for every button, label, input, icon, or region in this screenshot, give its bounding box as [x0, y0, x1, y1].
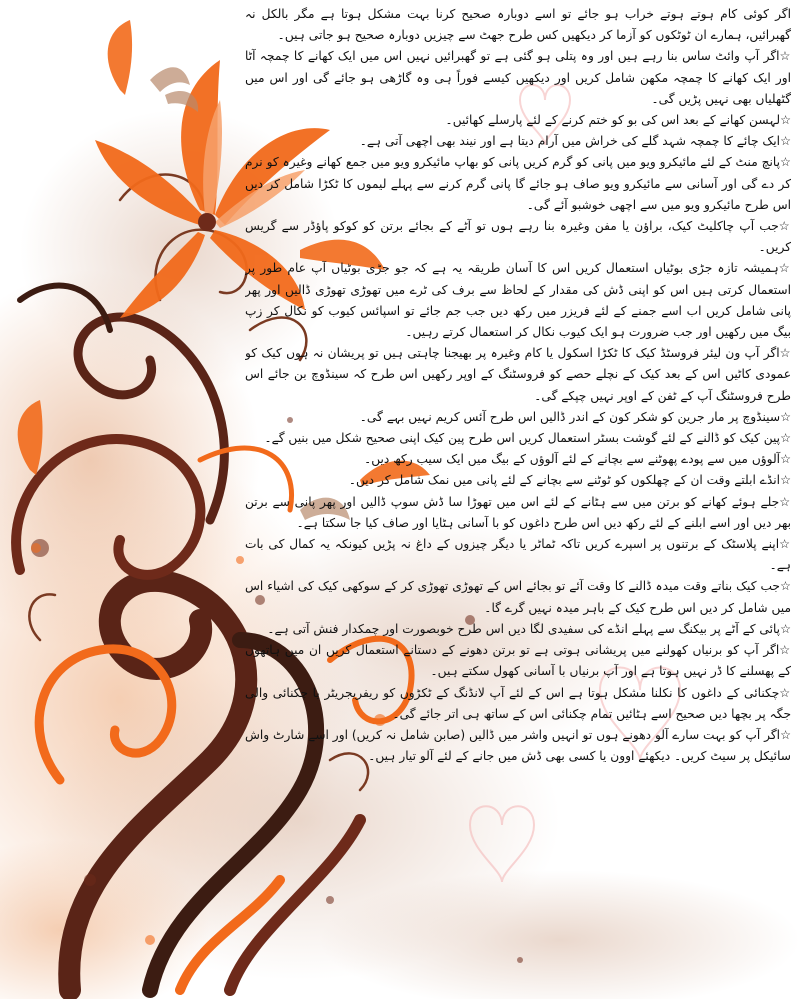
tip-plastic-containers: ☆ اپنے پلاسٹک کے برتنوں پر اسپرے کریں تاکہ ٹماٹر یا دیگر چیزوں کے داغ نہ پڑیں کیونکہ یہ کمال کی بات ہے۔	[245, 534, 791, 576]
tip-pancake-baster: ☆ پین کیک کو ڈالنے کے لئے گوشت بسٹر استعمال کریں اس طرح پین کیک اپنی صحیح شکل میں بنیں گے۔	[245, 428, 791, 449]
tip-white-sauce: ☆ اگر آپ وائٹ ساس بنا رہے ہیں اور وہ پتلی ہو گئی ہے تو گھبرائیں نہیں اس میں ایک کھانے کا چمچہ آٹا اور ایک کھانے کا چمچہ مکھن شامل کریں اور دیکھیں کیسے فوراً ہی وہ گاڑھی ہو جائے گی اور اس میں گٹھلیاں بھی نہیں پڑیں گی۔	[245, 46, 791, 110]
tip-cake-flour: ☆ جب کیک بناتے وقت میدہ ڈالنے کا وقت آئے تو بجائے اس کے تھوڑی تھوڑی کر کے سوکھی کیک کی اشیاء اس میں شامل کر دیں اس طرح کیک کے باہر میدہ نہیں گرے گا۔	[245, 576, 791, 618]
tip-fresh-herbs: ☆ ہمیشہ تازہ جڑی بوٹیاں استعمال کریں اس کا آسان طریقہ یہ ہے کہ جو جڑی بوٹیاں آپ عام طور پر استعمال کرتی ہیں اس کو اپنی ڈش کی مقدار کے لحاظ سے برف کی ٹرے میں تھوڑی تھوڑی ڈالیں اور پھر پانی شامل کریں اب اسے جمنے کے لئے فریزر میں رکھ دیں جب جم جائے تو اسپائس کیوب کو نکال کر زپ بیگ میں رکھیں اور جب ضرورت ہو ایک کیوب نکال کر استعمال کرتے رہیں۔	[245, 258, 791, 343]
article-text	[245, 4, 791, 994]
tip-grease-stains: ☆ چکنائی کے داغوں کا نکلنا مشکل ہوتا ہے اس کے لئے آپ لانڈنگ کے ٹکڑوں کو ریفریجریٹر یا چکنائی والی جگہ پر بچھا دیں صحیح اسے ہٹائیں تمام چکنائی اس کے ساتھ ہی اتر جائے گی۔	[245, 683, 791, 725]
tip-potato-apple: ☆ آلوؤں میں سے پودے پھوٹنے سے بچانے کے لئے آلوؤں کے بیگ میں ایک سیب رکھ دیں۔	[245, 449, 791, 470]
tip-opening-jars: ☆ اگر آپ کو برنیاں کھولنے میں پریشانی ہوتی ہے تو برتن دھونے کے دستانے استعمال کریں ان میں ہاتھوں کے پھسلنے کا ڈر نہیں ہوتا ہے اور آپ برنیاں با آسانی کھول سکتے ہیں۔	[245, 640, 791, 682]
tip-frosted-cake: ☆ اگر آپ ون لیئر فروسٹڈ کیک کا ٹکڑا اسکول یا کام وغیرہ پر بھیجنا چاہتی ہیں تو پریشان نہ ہوں کیک کو عمودی کاٹیں اس کے بعد کیک کے نچلے حصے کو فروسٹنگ کے اوپر رکھیں اس طرح کہ سینڈوچ بن جائے اس طرح فروسٹنگ آپ کے ٹفن کے اوپر نہیں چپکے گی۔	[245, 343, 791, 407]
tip-cocoa-greasing: ☆ جب آپ چاکلیٹ کیک، براؤن یا مفن وغیرہ بنا رہے ہوں تو آٹے کے بجائے برتن کو کوکو پاؤڈر سے گریس کریں۔	[245, 216, 791, 258]
tip-honey-throat: ☆ ایک چائے کا چمچہ شہد گلے کی خراش میں آرام دیتا ہے اور نیند بھی اچھی آتی ہے۔	[245, 131, 791, 152]
tip-burnt-food: ☆ جلے ہوئے کھانے کو برتن میں سے ہٹانے کے لئے اس میں تھوڑا سا ڈش سوپ ڈالیں اور پھر پانی سے برتن بھر دیں اور اسے ابلنے کے لئے رکھ دیں اس طرح داغوں کو با آسانی ہٹایا اور صاف کیا جا سکتا ہے۔	[245, 492, 791, 534]
tip-washing-potatoes: ☆ اگر آپ کو بہت سارے آلو دھونے ہوں تو انہیں واشر میں ڈالیں (صابن شامل نہ کریں) اور اسے شارٹ واش سائیکل پر سیٹ کریں۔ دیکھئے اوون یا کسی بھی ڈش میں جانے کے لئے آلو تیار ہیں۔	[245, 725, 791, 767]
tip-pie-egg-white: ☆ پائی کے آٹے پر بیکنگ سے پہلے انڈے کی سفیدی لگا دیں اس طرح خوبصورت اور چمکدار فنش آتی ہے۔	[245, 619, 791, 640]
tip-cone-margarine: ☆ سینڈوچ پر مار جرین کو شکر کون کے اندر ڈالیں اس طرح آئس کریم نہیں بہے گی۔	[245, 407, 791, 428]
tip-boiling-eggs: ☆ انڈے ابلتے وقت ان کے چھلکوں کو ٹوٹنے سے بچانے کے لئے پانی میں نمک شامل کر دیں۔	[245, 470, 791, 491]
tip-microwave-cleaning: ☆ پانچ منٹ کے لئے مائیکرو ویو میں پانی کو گرم کریں پانی کو بھاپ مائیکرو ویو میں جمع کھانے وغیرہ کو نرم کر دے گی اور آسانی سے مائیکرو ویو صاف ہو جائے گا پانی گرم کرنے سے پہلے لیموں کا ٹکڑا شامل کر دیں اس طرح مائیکرو ویو میں سے اچھی خوشبو آئے گی۔	[245, 152, 791, 216]
article-intro: اگر کوئی کام ہوتے ہوتے خراب ہو جائے تو اسے دوبارہ صحیح کرنا بہت مشکل ہوتا ہے مگر بالکل نہ گھبرائیں، ہمارے ان ٹوٹکوں کو آزما کر دیکھیں کس طرح جھٹ سے چیزیں دوبارہ صحیح ہو جاتی ہیں۔	[245, 7, 791, 43]
tip-garlic-smell: ☆ لہسن کھانے کے بعد اس کی بو کو ختم کرنے کے لئے پارسلے کھائیں۔	[245, 110, 791, 131]
